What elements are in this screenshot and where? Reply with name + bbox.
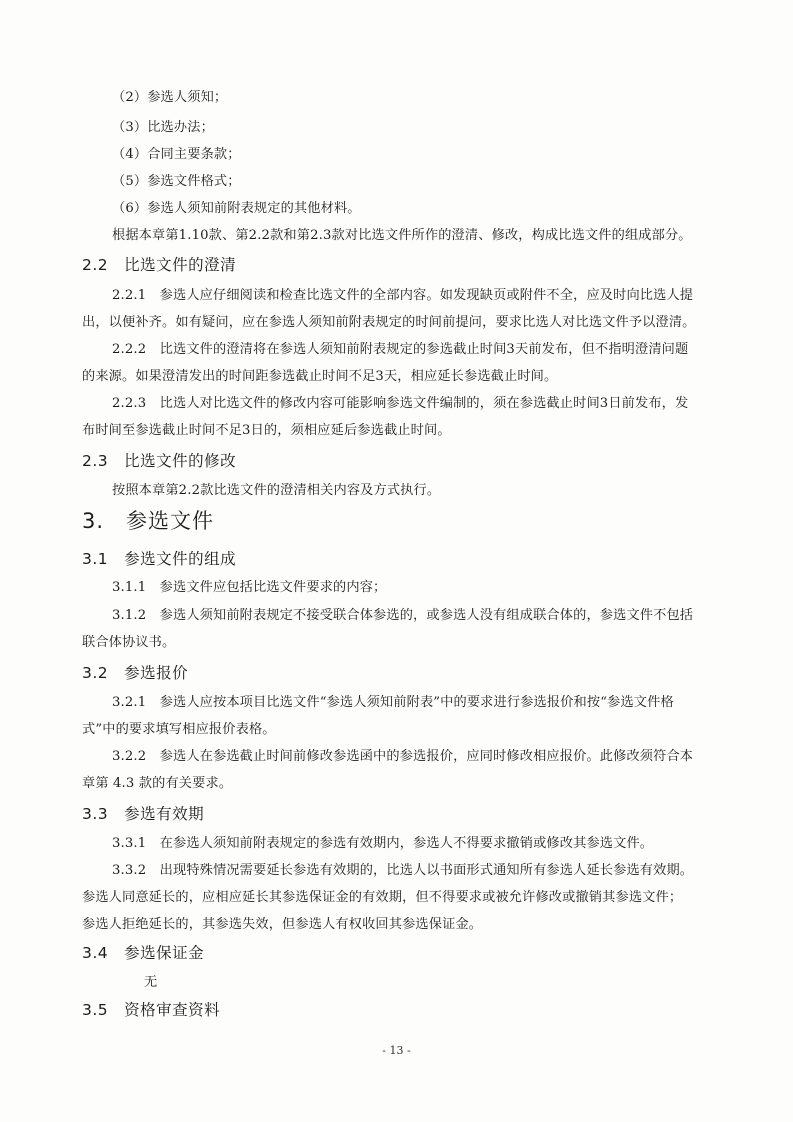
paragraph-line: 参选人拒绝延长的，其参选失效，但参选人有权收回其参选保证金。	[82, 917, 483, 932]
paragraph-line: 2.2.1 参选人应仔细阅读和检查比选文件的全部内容。如发现缺页或附件不全，应及时向比选人提	[112, 288, 694, 303]
page-number: - 13 -	[382, 1044, 411, 1057]
paragraph-line: 出，以便补齐。如有疑问，应在参选人须知前附表规定的时间前提问，要求比选人对比选文件予以澄清。	[82, 315, 696, 330]
list-item: （2）参选人须知；	[112, 90, 228, 105]
paragraph-line: 联合体协议书。	[82, 635, 176, 650]
section-heading: 3.4 参选保证金	[82, 944, 205, 962]
paragraph-line: 按照本章第2.2款比选文件的澄清相关内容及方式执行。	[112, 483, 441, 498]
paragraph-line: 3.2.2 参选人在参选截止时间前修改参选函中的参选报价，应同时修改相应报价。此修改须符合本	[112, 749, 694, 764]
section-heading: 3.3 参选有效期	[82, 805, 205, 823]
list-item: （6）参选人须知前附表规定的其他材料。	[112, 201, 361, 216]
paragraph-line: 3.2.1 参选人应按本项目比选文件“参选人须知前附表”中的要求进行参选报价和按“参选文件格	[112, 695, 674, 710]
section-heading: 3.1 参选文件的组成	[82, 550, 237, 568]
paragraph-line: 2.2.2 比选文件的澄清将在参选人须知前附表规定的参选截止时间3天前发布，但不指明澄清问题	[112, 342, 689, 357]
chapter-heading: 3. 参选文件	[82, 509, 215, 533]
list-item: （5）参选文件格式；	[112, 174, 241, 189]
list-item: （3）比选办法；	[112, 120, 214, 135]
paragraph-line: 3.3.1 在参选人须知前附表规定的参选有效期内，参选人不得要求撤销或修改其参选文件。	[112, 836, 654, 851]
paragraph-line: 章第 4.3 款的有关要求。	[82, 776, 233, 791]
paragraph-line: 参选人同意延长的，应相应延长其参选保证金的有效期，但不得要求或被允许修改或撤销其参选文件；	[82, 890, 683, 905]
section-heading: 2.2 比选文件的澄清	[82, 256, 237, 274]
paragraph-line: 无	[144, 975, 158, 990]
section-heading: 3.5 资格审查资料	[82, 1001, 221, 1019]
paragraph-line: 3.3.2 出现特殊情况需要延长参选有效期的，比选人以书面形式通知所有参选人延长参选有效期。	[112, 863, 694, 878]
paragraph-line: 3.1.2 参选人须知前附表规定不接受联合体参选的，或参选人没有组成联合体的，参选文件不包括	[112, 608, 694, 623]
paragraph-line: 根据本章第1.10款、第2.2款和第2.3款对比选文件所作的澄清、修改，构成比选文件的组成部分。	[112, 228, 692, 243]
paragraph-line: 式”中的要求填写相应报价表格。	[82, 722, 276, 737]
list-item: （4）合同主要条款；	[112, 147, 241, 162]
paragraph-line: 的来源。如果澄清发出的时间距参选截止时间不足3天，相应延长参选截止时间。	[82, 369, 558, 384]
paragraph-line: 2.2.3 比选人对比选文件的修改内容可能影响参选文件编制的，须在参选截止时间3日前发布，发	[112, 396, 689, 411]
paragraph-line: 3.1.1 参选文件应包括比选文件要求的内容；	[112, 580, 387, 595]
section-heading: 3.2 参选报价	[82, 664, 189, 682]
paragraph-line: 布时间至参选截止时间不足3日的，须相应延后参选截止时间。	[82, 423, 451, 438]
section-heading: 2.3 比选文件的修改	[82, 452, 237, 470]
